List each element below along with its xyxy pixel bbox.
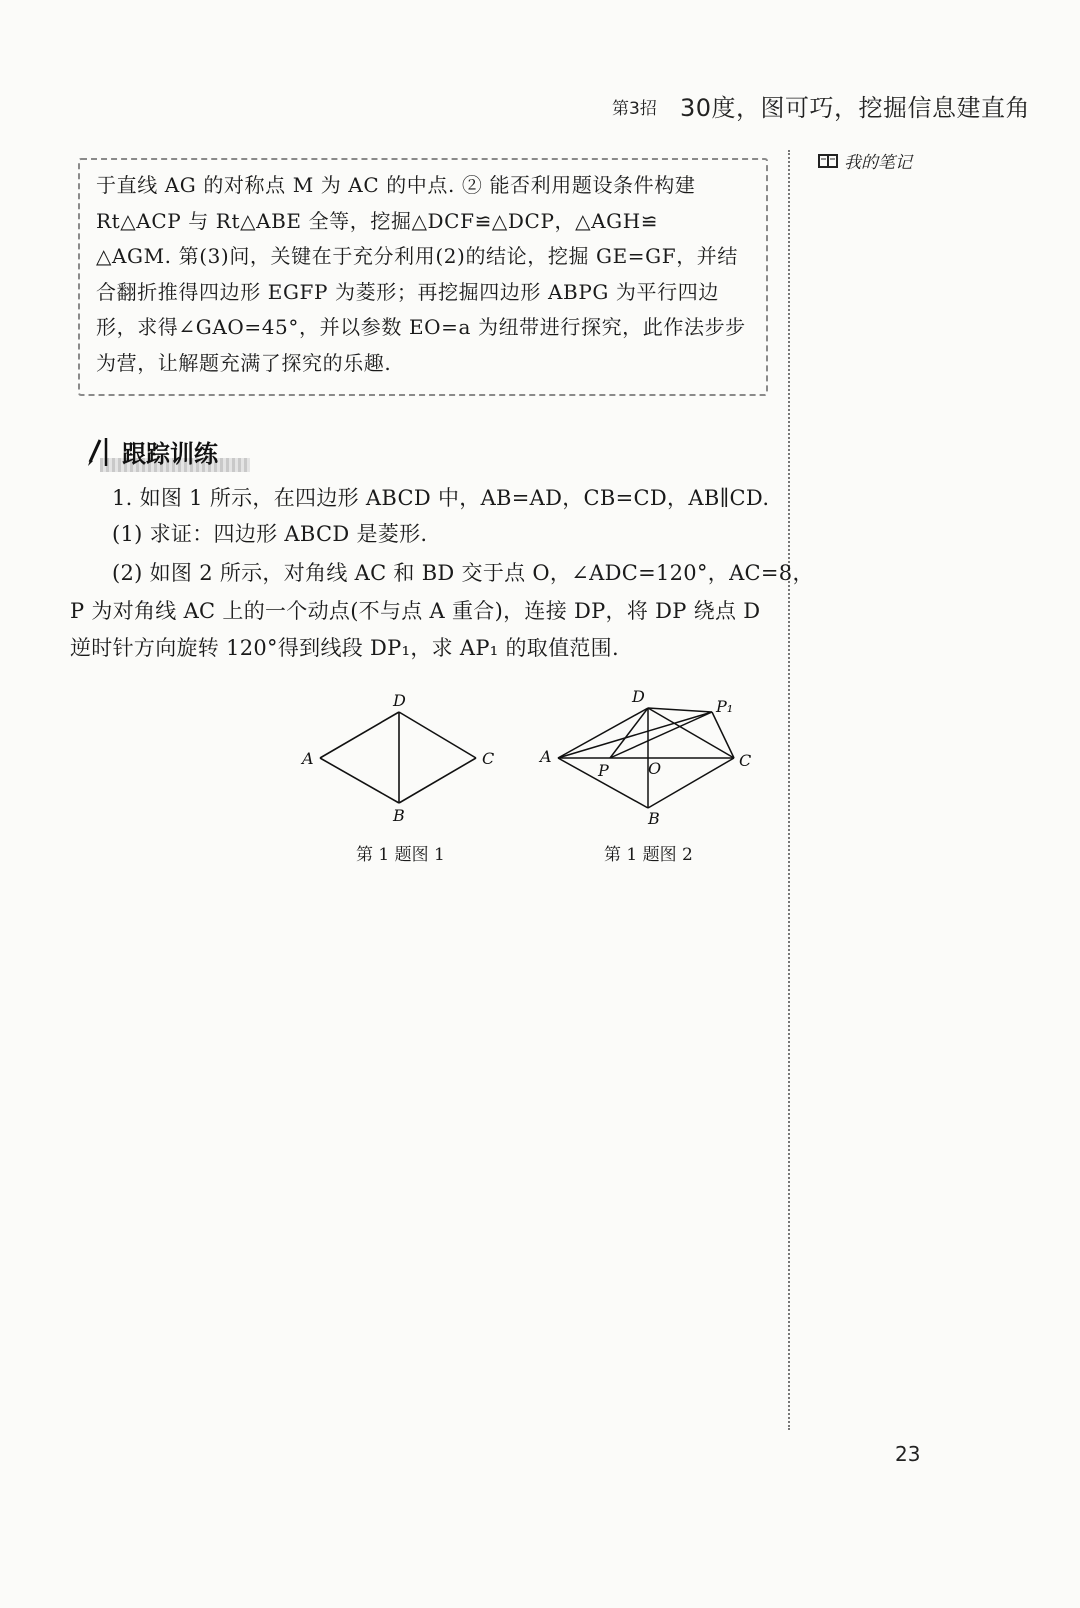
segment-pp1 [610, 712, 712, 758]
label-b: B [648, 809, 660, 828]
page-header-title: 30度，图可巧，挖掘信息建直角 [680, 94, 1031, 122]
segment-cb [399, 758, 476, 803]
summary-line: 合翻折推得四边形 EGFP 为菱形；再挖掘四边形 ABPG 为平行四边 [96, 279, 719, 304]
label-p: P [598, 761, 609, 780]
section-heading [78, 432, 258, 470]
page-number: 23 [895, 1442, 921, 1466]
segment-ad [320, 712, 399, 758]
segment-ba [320, 758, 399, 803]
summary-line: Rt△ACP 与 Rt△ABE 全等，挖掘△DCF≌△DCP，△AGH≌ [96, 208, 659, 233]
label-a: A [540, 747, 552, 766]
question-line: P 为对角线 AC 上的一个动点(不与点 A 重合)，连接 DP，将 DP 绕点 D [70, 599, 761, 623]
figure-1-caption: 第 1 题图 1 [356, 845, 445, 865]
segment-dp1 [648, 708, 712, 712]
section-title: 跟踪训练 [122, 439, 218, 468]
notes-divider [788, 150, 790, 1430]
summary-line: 于直线 AG 的对称点 M 为 AC 的中点. ② 能否利用题设条件构建 [96, 173, 696, 197]
figure-2-caption: 第 1 题图 2 [604, 845, 693, 865]
question-line: 逆时针方向旋转 120°得到线段 DP₁，求 AP₁ 的取值范围. [70, 636, 619, 660]
segment-dc [399, 712, 476, 758]
segment-ap1 [558, 712, 712, 758]
label-o: O [648, 759, 662, 778]
label-c: C [739, 751, 752, 770]
notes-heading [818, 148, 912, 173]
solution-summary-box [78, 158, 768, 396]
pencil-icon [82, 434, 118, 468]
summary-line: 形，求得∠GAO=45°，并以参数 EO=a 为纽带进行探究，此作法步步 [96, 315, 746, 339]
open-book-icon [818, 153, 838, 169]
label-b: B [393, 806, 405, 825]
figure-2-rhombus-rotation [536, 682, 766, 832]
label-c: C [482, 749, 495, 768]
question-line: (1) 求证：四边形 ABCD 是菱形. [112, 522, 428, 546]
segment-ad [558, 708, 648, 758]
notes-label: 我的笔记 [844, 153, 912, 173]
summary-line: 为营，让解题充满了探究的乐趣. [96, 350, 392, 375]
figure-1-rhombus [296, 686, 506, 836]
label-a: A [302, 749, 314, 768]
summary-line: △AGM. 第(3)问，关键在于充分利用(2)的结论，挖掘 GE=GF，并结 [96, 244, 738, 268]
label-p1: P₁ [716, 697, 734, 716]
question-line: 1. 如图 1 所示，在四边形 ABCD 中，AB=AD，CB=CD，AB∥CD. [112, 486, 770, 510]
chapter-label: 第3招 [612, 99, 657, 119]
label-d: D [393, 691, 406, 710]
question-line: (2) 如图 2 所示，对角线 AC 和 BD 交于点 O，∠ADC=120°，AC=8， [112, 561, 814, 585]
label-d: D [632, 687, 645, 706]
